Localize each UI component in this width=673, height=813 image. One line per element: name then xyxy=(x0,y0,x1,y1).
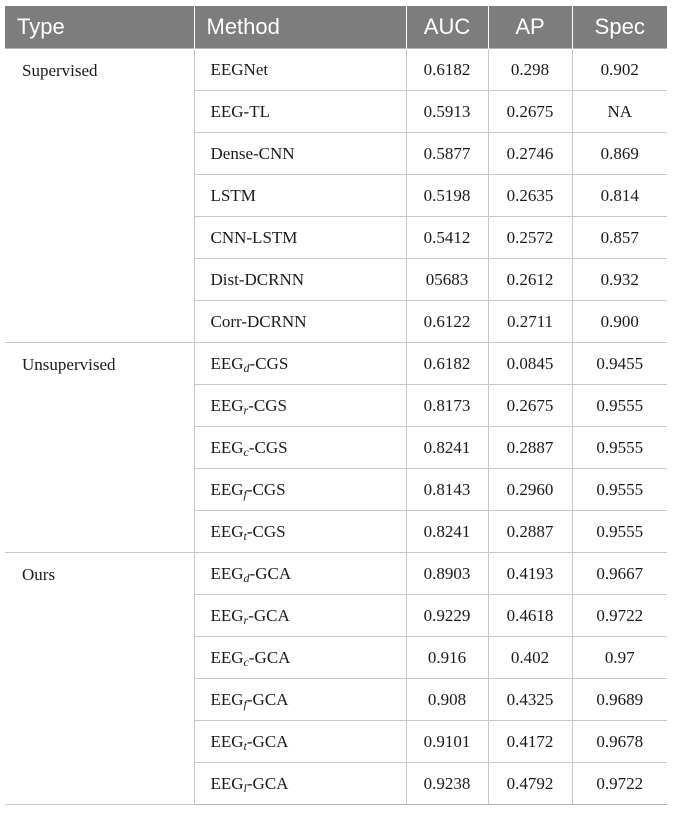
ap-cell: 0.4193 xyxy=(488,553,572,595)
method-subscript: l xyxy=(243,780,247,795)
type-cell: Ours xyxy=(5,553,194,805)
method-subscript: c xyxy=(243,654,249,669)
method-cell xyxy=(194,679,406,721)
ap-cell: 0.4325 xyxy=(488,679,572,721)
method-subscript: d xyxy=(243,570,250,585)
method-suffix: -GCA xyxy=(249,563,292,583)
method-subscript: r xyxy=(243,402,249,417)
table-row xyxy=(5,49,667,91)
spec-cell: 0.9555 xyxy=(572,469,667,511)
auc-cell: 0.5198 xyxy=(406,175,488,217)
results-table xyxy=(5,6,667,805)
method-subscript: c xyxy=(243,444,249,459)
auc-cell: 0.6122 xyxy=(406,301,488,343)
spec-cell: 0.9555 xyxy=(572,511,667,553)
method-cell xyxy=(194,469,406,511)
method-name: EEGNet xyxy=(210,59,269,79)
method-cell xyxy=(194,427,406,469)
method-subscript: d xyxy=(243,360,250,375)
method-name: EEG xyxy=(210,731,244,751)
method-suffix: -CGS xyxy=(246,521,286,541)
spec-cell: 0.857 xyxy=(572,217,667,259)
method-name: EEG xyxy=(210,605,244,625)
auc-cell: 0.8143 xyxy=(406,469,488,511)
method-suffix: -GCA xyxy=(248,605,290,625)
ap-cell: 0.2675 xyxy=(488,91,572,133)
method-name: CNN-LSTM xyxy=(210,227,298,247)
method-name: EEG xyxy=(210,479,244,499)
method-name: EEG xyxy=(210,437,244,457)
spec-cell: 0.9678 xyxy=(572,721,667,763)
ap-cell: 0.2887 xyxy=(488,427,572,469)
auc-cell: 0.9238 xyxy=(406,763,488,805)
spec-cell: 0.97 xyxy=(572,637,667,679)
ap-cell: 0.2711 xyxy=(488,301,572,343)
spec-cell: NA xyxy=(572,91,667,133)
method-subscript: f xyxy=(243,486,247,501)
ap-cell: 0.2572 xyxy=(488,217,572,259)
auc-cell: 0.8903 xyxy=(406,553,488,595)
ap-cell: 0.4792 xyxy=(488,763,572,805)
auc-cell: 0.5913 xyxy=(406,91,488,133)
method-name: Dist-DCRNN xyxy=(210,269,305,289)
ap-cell: 0.2612 xyxy=(488,259,572,301)
spec-cell: 0.9689 xyxy=(572,679,667,721)
method-cell xyxy=(194,133,406,175)
method-cell xyxy=(194,595,406,637)
method-name: EEG xyxy=(210,773,244,793)
method-subscript: f xyxy=(243,696,247,711)
auc-cell: 0.9101 xyxy=(406,721,488,763)
method-subscript: t xyxy=(243,528,247,543)
header-spec: Spec xyxy=(572,6,667,49)
auc-cell: 0.5877 xyxy=(406,133,488,175)
auc-cell: 0.6182 xyxy=(406,49,488,91)
method-suffix: -GCA xyxy=(246,773,289,793)
ap-cell: 0.2746 xyxy=(488,133,572,175)
method-suffix: -CGS xyxy=(248,437,288,457)
spec-cell: 0.9667 xyxy=(572,553,667,595)
method-cell xyxy=(194,553,406,595)
ap-cell: 0.2635 xyxy=(488,175,572,217)
method-cell xyxy=(194,49,406,91)
method-subscript: r xyxy=(243,612,249,627)
table-row xyxy=(5,553,667,595)
header-ap: AP xyxy=(488,6,572,49)
header-type: Type xyxy=(5,6,194,49)
method-name: EEG xyxy=(210,353,244,373)
method-cell xyxy=(194,637,406,679)
method-cell xyxy=(194,721,406,763)
auc-cell: 05683 xyxy=(406,259,488,301)
method-cell xyxy=(194,259,406,301)
auc-cell: 0.8173 xyxy=(406,385,488,427)
method-name: LSTM xyxy=(210,185,256,205)
spec-cell: 0.814 xyxy=(572,175,667,217)
header-auc: AUC xyxy=(406,6,488,49)
auc-cell: 0.916 xyxy=(406,637,488,679)
method-cell xyxy=(194,217,406,259)
auc-cell: 0.6182 xyxy=(406,343,488,385)
auc-cell: 0.8241 xyxy=(406,427,488,469)
method-name: EEG xyxy=(210,563,244,583)
table-header xyxy=(5,6,667,49)
auc-cell: 0.908 xyxy=(406,679,488,721)
spec-cell: 0.900 xyxy=(572,301,667,343)
ap-cell: 0.4618 xyxy=(488,595,572,637)
method-cell xyxy=(194,385,406,427)
spec-cell: 0.869 xyxy=(572,133,667,175)
method-cell xyxy=(194,763,406,805)
method-suffix: -CGS xyxy=(249,353,289,373)
type-cell: Unsupervised xyxy=(5,343,194,553)
method-name: EEG-TL xyxy=(210,101,270,121)
method-cell xyxy=(194,301,406,343)
method-name: EEG xyxy=(210,647,244,667)
ap-cell: 0.4172 xyxy=(488,721,572,763)
ap-cell: 0.2887 xyxy=(488,511,572,553)
spec-cell: 0.902 xyxy=(572,49,667,91)
ap-cell: 0.298 xyxy=(488,49,572,91)
spec-cell: 0.9722 xyxy=(572,763,667,805)
auc-cell: 0.9229 xyxy=(406,595,488,637)
spec-cell: 0.9555 xyxy=(572,385,667,427)
table-row xyxy=(5,343,667,385)
ap-cell: 0.402 xyxy=(488,637,572,679)
method-cell xyxy=(194,511,406,553)
method-cell xyxy=(194,175,406,217)
method-name: EEG xyxy=(210,689,244,709)
auc-cell: 0.5412 xyxy=(406,217,488,259)
method-suffix: -CGS xyxy=(246,479,286,499)
method-suffix: -CGS xyxy=(248,395,287,415)
spec-cell: 0.9722 xyxy=(572,595,667,637)
header-row xyxy=(5,6,667,49)
ap-cell: 0.2675 xyxy=(488,385,572,427)
auc-cell: 0.8241 xyxy=(406,511,488,553)
type-cell: Supervised xyxy=(5,49,194,343)
method-name: Corr-DCRNN xyxy=(210,311,307,331)
method-suffix: -GCA xyxy=(246,731,289,751)
spec-cell: 0.9555 xyxy=(572,427,667,469)
method-name: EEG xyxy=(210,521,244,541)
method-cell xyxy=(194,343,406,385)
method-subscript: t xyxy=(243,738,247,753)
table-body xyxy=(5,49,667,805)
method-name: EEG xyxy=(210,395,244,415)
method-suffix: -GCA xyxy=(248,647,291,667)
ap-cell: 0.0845 xyxy=(488,343,572,385)
spec-cell: 0.932 xyxy=(572,259,667,301)
header-method: Method xyxy=(194,6,406,49)
ap-cell: 0.2960 xyxy=(488,469,572,511)
method-cell xyxy=(194,91,406,133)
spec-cell: 0.9455 xyxy=(572,343,667,385)
method-suffix: -GCA xyxy=(246,689,289,709)
method-name: Dense-CNN xyxy=(210,143,295,163)
